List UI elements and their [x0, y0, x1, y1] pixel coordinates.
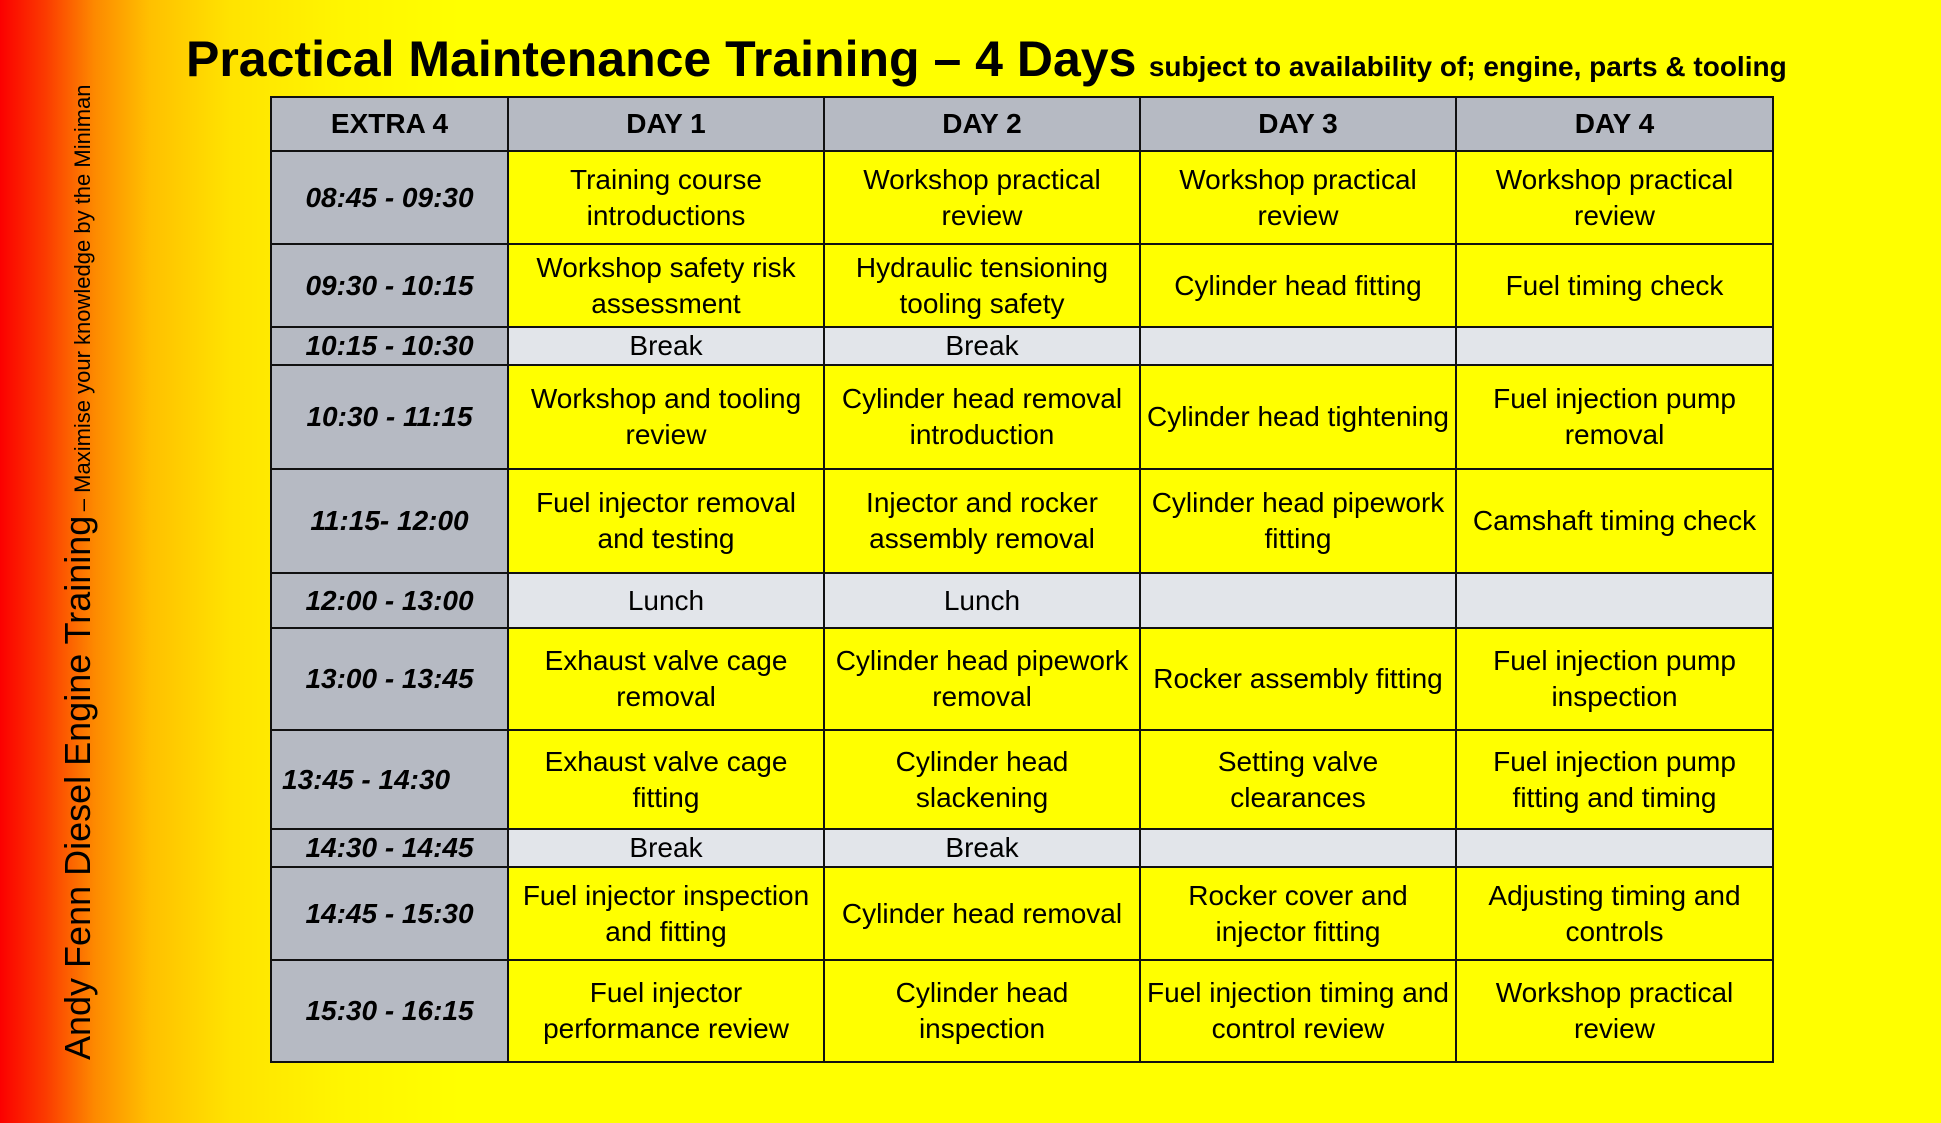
activity-cell: Workshop safety risk assessment	[508, 244, 824, 327]
page-title-main: Practical Maintenance Training – 4 Days	[186, 31, 1137, 87]
activity-cell: Rocker assembly fitting	[1140, 628, 1456, 730]
activity-cell: Cylinder head removal	[824, 867, 1140, 960]
time-slot: 15:30 - 16:15	[271, 960, 508, 1062]
header-row	[271, 97, 1773, 151]
table-row	[271, 628, 1773, 730]
activity-cell: Adjusting timing and controls	[1456, 867, 1773, 960]
time-slot: 11:15- 12:00	[271, 469, 508, 573]
activity-cell: Injector and rocker assembly removal	[824, 469, 1140, 573]
page-title	[186, 30, 1787, 88]
time-slot: 14:30 - 14:45	[271, 829, 508, 867]
activity-cell: Cylinder head tightening	[1140, 365, 1456, 469]
lunch-cell: Lunch	[508, 573, 824, 628]
activity-cell: Workshop practical review	[1456, 960, 1773, 1062]
break-cell: Break	[824, 327, 1140, 365]
activity-cell: Fuel injection timing and control review	[1140, 960, 1456, 1062]
table-row	[271, 730, 1773, 829]
activity-cell: Training course introductions	[508, 151, 824, 244]
time-slot: 12:00 - 13:00	[271, 573, 508, 628]
activity-cell: Camshaft timing check	[1456, 469, 1773, 573]
activity-cell: Setting valve clearances	[1140, 730, 1456, 829]
activity-cell: Fuel injector performance review	[508, 960, 824, 1062]
schedule-table	[270, 96, 1774, 1063]
activity-cell: Cylinder head fitting	[1140, 244, 1456, 327]
activity-cell: Workshop practical review	[1456, 151, 1773, 244]
activity-cell: Fuel injection pump fitting and timing	[1456, 730, 1773, 829]
activity-cell: Hydraulic tensioning tooling safety	[824, 244, 1140, 327]
time-slot: 10:15 - 10:30	[271, 327, 508, 365]
activity-cell: Cylinder head removal introduction	[824, 365, 1140, 469]
activity-cell: Cylinder head pipework removal	[824, 628, 1140, 730]
activity-cell: Workshop practical review	[1140, 151, 1456, 244]
table-row-break	[271, 327, 1773, 365]
header-day-3: DAY 3	[1140, 97, 1456, 151]
side-banner-tagline: – Maximise your knowledge by the Miniman	[70, 84, 95, 512]
activity-cell: Rocker cover and injector fitting	[1140, 867, 1456, 960]
table-row	[271, 151, 1773, 244]
time-slot: 13:45 - 14:30	[271, 730, 508, 829]
lunch-cell: Lunch	[824, 573, 1140, 628]
page-title-subtitle: subject to availability of; engine, parts & tooling	[1148, 51, 1787, 82]
activity-cell: Cylinder head slackening	[824, 730, 1140, 829]
break-cell: Break	[824, 829, 1140, 867]
activity-cell: Fuel injector removal and testing	[508, 469, 824, 573]
table-row	[271, 469, 1773, 573]
time-slot: 08:45 - 09:30	[271, 151, 508, 244]
activity-cell: Workshop practical review	[824, 151, 1140, 244]
table-row-lunch	[271, 573, 1773, 628]
break-cell: Break	[508, 829, 824, 867]
activity-cell: Fuel injection pump removal	[1456, 365, 1773, 469]
side-banner	[57, 50, 98, 1060]
table-row	[271, 867, 1773, 960]
empty-cell	[1456, 327, 1773, 365]
break-cell: Break	[508, 327, 824, 365]
activity-cell: Cylinder head inspection	[824, 960, 1140, 1062]
activity-cell: Workshop and tooling review	[508, 365, 824, 469]
time-slot: 14:45 - 15:30	[271, 867, 508, 960]
header-day-2: DAY 2	[824, 97, 1140, 151]
activity-cell: Fuel timing check	[1456, 244, 1773, 327]
time-slot: 13:00 - 13:45	[271, 628, 508, 730]
header-day-1: DAY 1	[508, 97, 824, 151]
activity-cell: Fuel injection pump inspection	[1456, 628, 1773, 730]
header-day-4: DAY 4	[1456, 97, 1773, 151]
activity-cell: Fuel injector inspection and fitting	[508, 867, 824, 960]
time-slot: 09:30 - 10:15	[271, 244, 508, 327]
table-row-break	[271, 829, 1773, 867]
empty-cell	[1456, 573, 1773, 628]
side-banner-title: Andy Fenn Diesel Engine Training	[57, 515, 98, 1060]
time-slot: 10:30 - 11:15	[271, 365, 508, 469]
table-row	[271, 365, 1773, 469]
empty-cell	[1140, 829, 1456, 867]
empty-cell	[1140, 573, 1456, 628]
activity-cell: Exhaust valve cage removal	[508, 628, 824, 730]
activity-cell: Exhaust valve cage fitting	[508, 730, 824, 829]
empty-cell	[1140, 327, 1456, 365]
table-row	[271, 244, 1773, 327]
empty-cell	[1456, 829, 1773, 867]
header-extra: EXTRA 4	[271, 97, 508, 151]
table-row	[271, 960, 1773, 1062]
activity-cell: Cylinder head pipework fitting	[1140, 469, 1456, 573]
